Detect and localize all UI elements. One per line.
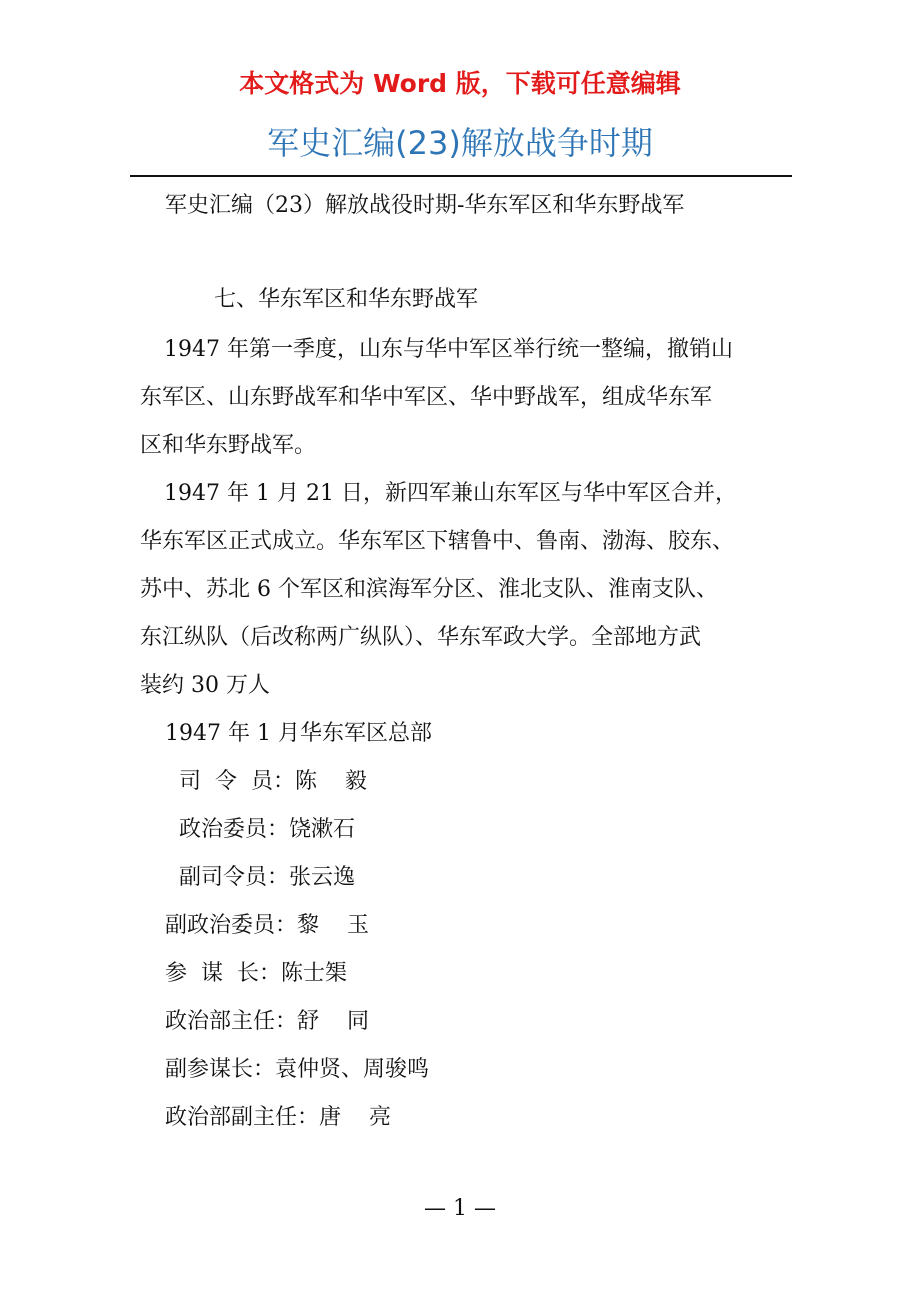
paragraph-line: 1947 年 1 月 21 日，新四军兼山东军区与华中军区合并， <box>164 481 737 506</box>
hq-heading: 1947 年 1 月华东军区总部 <box>165 721 432 746</box>
paragraph-reorganization <box>140 326 733 470</box>
paragraph-line: 1947 年第一季度，山东与华中军区举行统一整编，撤销山 <box>164 337 733 362</box>
page-number: — 1 — <box>424 1196 496 1221</box>
roster-row-commander: 司 令 员：陈 毅 <box>165 769 367 794</box>
paragraph-line: 苏中、苏北 6 个军区和滨海军分区、淮北支队、淮南支队、 <box>140 577 718 602</box>
roster-row-deputy-chief-of-staff: 副参谋长：袁仲贤、周骏鸣 <box>165 1057 430 1082</box>
roster-row-political-department-director: 政治部主任：舒 同 <box>165 1009 369 1034</box>
paragraph-line: 华东军区正式成立。华东军区下辖鲁中、鲁南、渤海、胶东、 <box>140 529 735 554</box>
document-subtitle: 军史汇编（23）解放战役时期-华东军区和华东野战军 <box>165 193 685 218</box>
download-banner: 本文格式为 Word 版，下载可任意编辑 <box>239 69 681 98</box>
section-heading: 七、华东军区和华东野战军 <box>214 287 479 312</box>
roster-row-deputy-commander: 副司令员：张云逸 <box>165 865 355 890</box>
document-title: 军史汇编(23)解放战争时期 <box>267 124 653 162</box>
title-divider <box>130 175 792 177</box>
roster-row-chief-of-staff: 参 谋 长：陈士榘 <box>165 961 347 986</box>
paragraph-line: 东军区、山东野战军和华中军区、华中野战军，组成华东军 <box>140 385 713 410</box>
paragraph-line: 东江纵队（后改称两广纵队）、华东军政大学。全部地方武 <box>140 625 702 650</box>
roster-row-political-commissar: 政治委员：饶漱石 <box>165 817 355 842</box>
paragraph-line: 区和华东野战军。 <box>140 433 317 458</box>
roster-row-political-department-deputy-director: 政治部副主任：唐 亮 <box>165 1105 391 1130</box>
paragraph-establishment <box>140 470 737 710</box>
paragraph-line: 装约 30 万人 <box>140 673 270 698</box>
leadership-roster <box>165 758 429 1142</box>
roster-row-deputy-political-commissar: 副政治委员：黎 玉 <box>165 913 369 938</box>
